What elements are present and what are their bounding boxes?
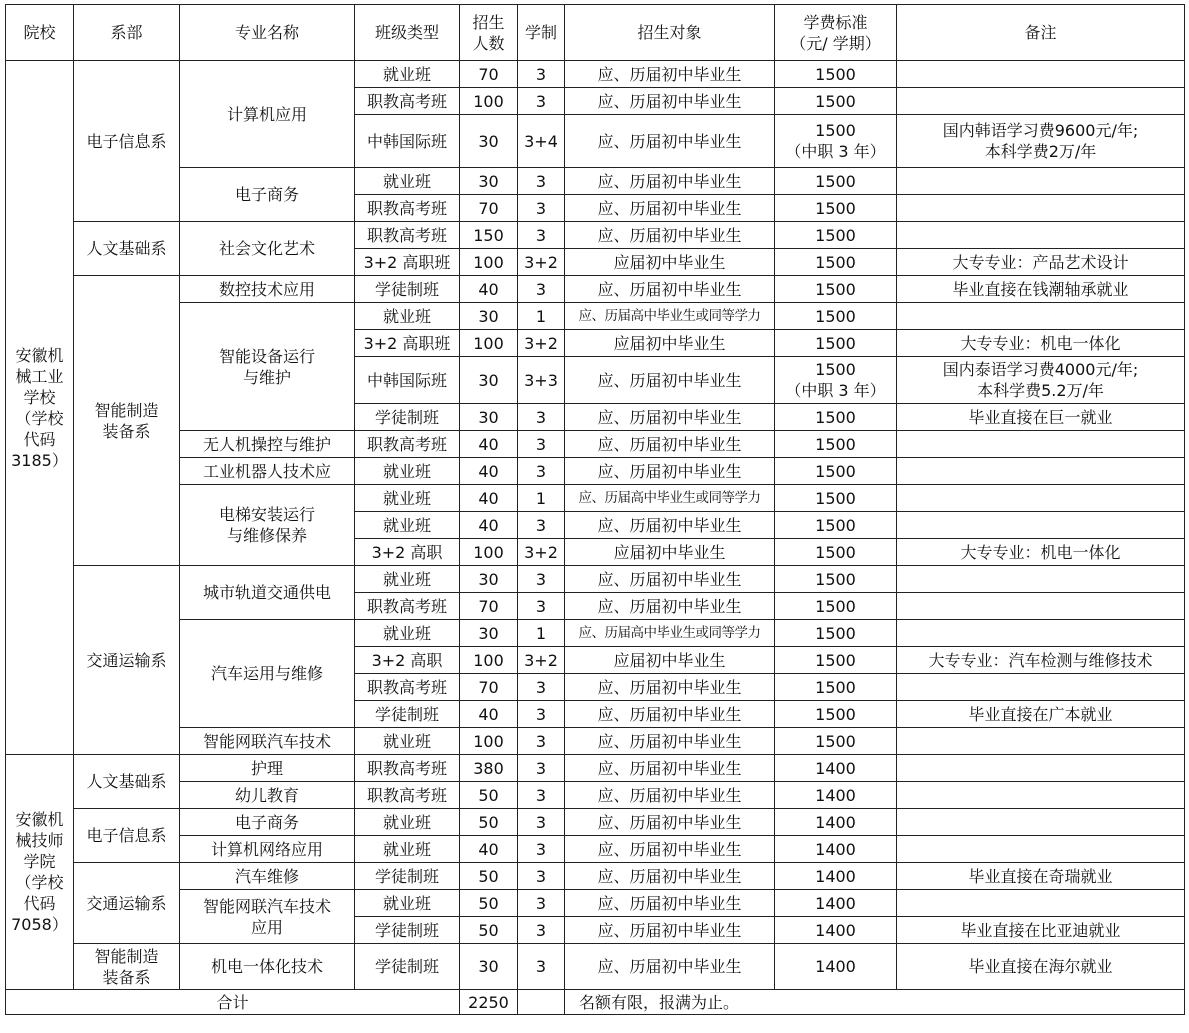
duration-cell: 1: [518, 620, 565, 647]
remark-cell: [897, 195, 1185, 222]
quota-cell: 30: [460, 944, 518, 990]
table-row: [6, 728, 1185, 755]
target-cell: 应届初中毕业生: [565, 249, 775, 276]
enrollment-table: [5, 4, 1185, 1015]
duration-cell: 3: [518, 944, 565, 990]
target-cell: 应、历届初中毕业生: [565, 512, 775, 539]
remark-cell: [897, 593, 1185, 620]
remark-cell: [897, 755, 1185, 782]
fee-cell: 1500: [775, 701, 897, 728]
fee-cell: 1500: [775, 195, 897, 222]
fee-cell: 1500: [775, 404, 897, 431]
duration-cell: 3: [518, 168, 565, 195]
remark-cell: 毕业直接在比亚迪就业: [897, 917, 1185, 944]
target-cell: 应、历届初中毕业生: [565, 458, 775, 485]
quota-cell: 50: [460, 917, 518, 944]
duration-cell: 3: [518, 431, 565, 458]
fee-cell: 1500: [775, 647, 897, 674]
target-cell: 应届初中毕业生: [565, 539, 775, 566]
total-row: [6, 990, 1185, 1015]
header-quota: 招生 人数: [460, 5, 518, 61]
fee-cell: 1500: [775, 593, 897, 620]
target-cell: 应、历届初中毕业生: [565, 168, 775, 195]
remark-cell: [897, 782, 1185, 809]
target-cell: 应、历届初中毕业生: [565, 61, 775, 88]
remark-cell: [897, 61, 1185, 88]
target-cell: 应、历届初中毕业生: [565, 944, 775, 990]
class-type-cell: 就业班: [355, 728, 460, 755]
major-cell: 计算机网络应用: [180, 836, 355, 863]
duration-cell: 3: [518, 404, 565, 431]
quota-cell: 100: [460, 330, 518, 357]
fee-cell: 1500: [775, 566, 897, 593]
duration-cell: 3: [518, 809, 565, 836]
major-cell: 工业机器人技术应: [180, 458, 355, 485]
class-type-cell: 职教高考班: [355, 195, 460, 222]
class-type-cell: 就业班: [355, 458, 460, 485]
class-type-cell: 就业班: [355, 566, 460, 593]
fee-cell: 1400: [775, 890, 897, 917]
class-type-cell: 职教高考班: [355, 431, 460, 458]
quota-cell: 30: [460, 115, 518, 168]
duration-cell: 3: [518, 512, 565, 539]
remark-cell: 毕业直接在广本就业: [897, 701, 1185, 728]
major-cell: 智能网联汽车技术: [180, 728, 355, 755]
fee-cell: 1500: [775, 88, 897, 115]
table-row: [6, 61, 1185, 88]
target-cell: 应、历届初中毕业生: [565, 431, 775, 458]
class-type-cell: 中韩国际班: [355, 115, 460, 168]
target-cell: 应、历届初中毕业生: [565, 195, 775, 222]
duration-cell: 3+2: [518, 539, 565, 566]
major-cell: 计算机应用: [180, 61, 355, 168]
major-cell: 数控技术应用: [180, 276, 355, 303]
table-row: [6, 620, 1185, 647]
class-type-cell: 就业班: [355, 809, 460, 836]
remark-cell: 国内韩语学习费9600元/年; 本科学费2万/年: [897, 115, 1185, 168]
table-row: [6, 303, 1185, 330]
fee-cell: 1500: [775, 728, 897, 755]
class-type-cell: 学徒制班: [355, 863, 460, 890]
target-cell: 应、历届初中毕业生: [565, 917, 775, 944]
target-cell: 应、历届初中毕业生: [565, 809, 775, 836]
remark-cell: [897, 620, 1185, 647]
remark-cell: [897, 88, 1185, 115]
remark-cell: 毕业直接在海尔就业: [897, 944, 1185, 990]
class-type-cell: 就业班: [355, 890, 460, 917]
fee-cell: 1400: [775, 755, 897, 782]
remark-cell: [897, 431, 1185, 458]
quota-cell: 70: [460, 593, 518, 620]
table-row: [6, 458, 1185, 485]
class-type-cell: 就业班: [355, 303, 460, 330]
target-cell: 应、历届高中毕业生或同等学力: [565, 303, 775, 330]
dept-cell: 智能制造 装备系: [74, 276, 180, 566]
target-cell: 应、历届初中毕业生: [565, 782, 775, 809]
fee-cell: 1500: [775, 458, 897, 485]
table-row: [6, 431, 1185, 458]
major-cell: 电梯安装运行 与维修保养: [180, 485, 355, 566]
fee-cell: 1400: [775, 863, 897, 890]
header-duration: 学制: [518, 5, 565, 61]
duration-cell: 3: [518, 836, 565, 863]
fee-cell: 1400: [775, 917, 897, 944]
target-cell: 应、历届初中毕业生: [565, 701, 775, 728]
quota-cell: 40: [460, 485, 518, 512]
fee-cell: 1500: [775, 620, 897, 647]
remark-cell: 大专专业：机电一体化: [897, 330, 1185, 357]
quota-cell: 30: [460, 357, 518, 404]
remark-cell: [897, 512, 1185, 539]
duration-cell: 1: [518, 303, 565, 330]
quota-cell: 40: [460, 512, 518, 539]
quota-cell: 40: [460, 458, 518, 485]
remark-cell: [897, 890, 1185, 917]
remark-cell: [897, 809, 1185, 836]
total-empty: [518, 990, 565, 1015]
table-row: [6, 944, 1185, 990]
duration-cell: 3: [518, 728, 565, 755]
fee-cell: 1500: [775, 485, 897, 512]
total-label: 合计: [6, 990, 460, 1015]
class-type-cell: 3+2 高职: [355, 539, 460, 566]
table-row: [6, 566, 1185, 593]
major-cell: 智能网联汽车技术 应用: [180, 890, 355, 944]
major-cell: 电子商务: [180, 168, 355, 222]
duration-cell: 3: [518, 674, 565, 701]
table-row: [6, 863, 1185, 890]
fee-cell: 1400: [775, 782, 897, 809]
quota-cell: 100: [460, 249, 518, 276]
target-cell: 应、历届初中毕业生: [565, 115, 775, 168]
table-row: [6, 809, 1185, 836]
header-major: 专业名称: [180, 5, 355, 61]
dept-cell: 电子信息系: [74, 61, 180, 222]
quota-cell: 70: [460, 195, 518, 222]
class-type-cell: 学徒制班: [355, 276, 460, 303]
table-row: [6, 782, 1185, 809]
class-type-cell: 就业班: [355, 485, 460, 512]
target-cell: 应、历届初中毕业生: [565, 276, 775, 303]
header-dept: 系部: [74, 5, 180, 61]
target-cell: 应、历届初中毕业生: [565, 755, 775, 782]
major-cell: 汽车维修: [180, 863, 355, 890]
quota-cell: 380: [460, 755, 518, 782]
class-type-cell: 职教高考班: [355, 593, 460, 620]
remark-cell: [897, 674, 1185, 701]
major-cell: 机电一体化技术: [180, 944, 355, 990]
target-cell: 应、历届初中毕业生: [565, 88, 775, 115]
fee-cell: 1500: [775, 222, 897, 249]
major-cell: 社会文化艺术: [180, 222, 355, 276]
fee-cell: 1500: [775, 61, 897, 88]
fee-cell: 1500: [775, 249, 897, 276]
table-row: [6, 276, 1185, 303]
duration-cell: 3: [518, 782, 565, 809]
dept-cell: 电子信息系: [74, 809, 180, 863]
dept-cell: 人文基础系: [74, 755, 180, 809]
duration-cell: 3: [518, 276, 565, 303]
class-type-cell: 职教高考班: [355, 782, 460, 809]
dept-cell: 交通运输系: [74, 566, 180, 755]
quota-cell: 40: [460, 836, 518, 863]
major-cell: 城市轨道交通供电: [180, 566, 355, 620]
quota-cell: 150: [460, 222, 518, 249]
remark-cell: 毕业直接在巨一就业: [897, 404, 1185, 431]
dept-cell: 智能制造 装备系: [74, 944, 180, 990]
table-row: [6, 168, 1185, 195]
duration-cell: 3+2: [518, 647, 565, 674]
duration-cell: 3: [518, 593, 565, 620]
class-type-cell: 学徒制班: [355, 944, 460, 990]
fee-cell: 1500: [775, 330, 897, 357]
fee-cell: 1400: [775, 836, 897, 863]
duration-cell: 3+2: [518, 249, 565, 276]
fee-cell: 1500: [775, 303, 897, 330]
major-cell: 汽车运用与维修: [180, 620, 355, 728]
target-cell: 应、历届初中毕业生: [565, 863, 775, 890]
total-note: 名额有限，报满为止。: [565, 990, 1185, 1015]
remark-cell: 大专专业：汽车检测与维修技术: [897, 647, 1185, 674]
remark-cell: 大专专业：机电一体化: [897, 539, 1185, 566]
table-body: [6, 61, 1185, 1015]
table-row: [6, 755, 1185, 782]
table-row: [6, 222, 1185, 249]
header-remark: 备注: [897, 5, 1185, 61]
quota-cell: 50: [460, 809, 518, 836]
quota-cell: 50: [460, 863, 518, 890]
class-type-cell: 就业班: [355, 61, 460, 88]
fee-cell: 1500: [775, 168, 897, 195]
fee-cell: 1500 （中职 3 年）: [775, 357, 897, 404]
quota-cell: 50: [460, 782, 518, 809]
header-fee: 学费标准 （元/ 学期）: [775, 5, 897, 61]
quota-cell: 100: [460, 539, 518, 566]
class-type-cell: 3+2 高职: [355, 647, 460, 674]
duration-cell: 3: [518, 917, 565, 944]
table-row: [6, 485, 1185, 512]
target-cell: 应、历届初中毕业生: [565, 674, 775, 701]
duration-cell: 1: [518, 485, 565, 512]
remark-cell: 毕业直接在钱潮轴承就业: [897, 276, 1185, 303]
fee-cell: 1500: [775, 512, 897, 539]
class-type-cell: 学徒制班: [355, 701, 460, 728]
duration-cell: 3: [518, 566, 565, 593]
duration-cell: 3+2: [518, 330, 565, 357]
dept-cell: 交通运输系: [74, 863, 180, 944]
class-type-cell: 就业班: [355, 168, 460, 195]
quota-cell: 30: [460, 566, 518, 593]
duration-cell: 3: [518, 88, 565, 115]
remark-cell: [897, 303, 1185, 330]
quota-cell: 100: [460, 728, 518, 755]
school-cell: 安徽机 械工业 学校 （学校 代码 3185）: [6, 61, 74, 755]
duration-cell: 3: [518, 195, 565, 222]
quota-cell: 30: [460, 168, 518, 195]
duration-cell: 3+4: [518, 115, 565, 168]
class-type-cell: 职教高考班: [355, 755, 460, 782]
quota-cell: 50: [460, 890, 518, 917]
quota-cell: 30: [460, 404, 518, 431]
target-cell: 应、历届初中毕业生: [565, 566, 775, 593]
class-type-cell: 就业班: [355, 620, 460, 647]
remark-cell: [897, 566, 1185, 593]
quota-cell: 30: [460, 620, 518, 647]
class-type-cell: 职教高考班: [355, 222, 460, 249]
duration-cell: 3: [518, 61, 565, 88]
fee-cell: 1500 （中职 3 年）: [775, 115, 897, 168]
remark-cell: [897, 728, 1185, 755]
quota-cell: 30: [460, 303, 518, 330]
quota-cell: 70: [460, 674, 518, 701]
duration-cell: 3: [518, 458, 565, 485]
major-cell: 无人机操控与维护: [180, 431, 355, 458]
target-cell: 应届初中毕业生: [565, 647, 775, 674]
class-type-cell: 职教高考班: [355, 674, 460, 701]
dept-cell: 人文基础系: [74, 222, 180, 276]
class-type-cell: 学徒制班: [355, 404, 460, 431]
class-type-cell: 就业班: [355, 512, 460, 539]
fee-cell: 1500: [775, 276, 897, 303]
duration-cell: 3+3: [518, 357, 565, 404]
fee-cell: 1500: [775, 539, 897, 566]
target-cell: 应、历届高中毕业生或同等学力: [565, 485, 775, 512]
quota-cell: 40: [460, 431, 518, 458]
target-cell: 应、历届初中毕业生: [565, 357, 775, 404]
duration-cell: 3: [518, 890, 565, 917]
fee-cell: 1500: [775, 674, 897, 701]
remark-cell: [897, 836, 1185, 863]
class-type-cell: 中韩国际班: [355, 357, 460, 404]
major-cell: 智能设备运行 与维护: [180, 303, 355, 431]
remark-cell: 国内泰语学习费4000元/年; 本科学费5.2万/年: [897, 357, 1185, 404]
header-class-type: 班级类型: [355, 5, 460, 61]
target-cell: 应、历届初中毕业生: [565, 728, 775, 755]
fee-cell: 1500: [775, 431, 897, 458]
target-cell: 应、历届高中毕业生或同等学力: [565, 620, 775, 647]
class-type-cell: 3+2 高职班: [355, 249, 460, 276]
remark-cell: [897, 168, 1185, 195]
table-row: [6, 836, 1185, 863]
class-type-cell: 学徒制班: [355, 917, 460, 944]
major-cell: 护理: [180, 755, 355, 782]
major-cell: 电子商务: [180, 809, 355, 836]
remark-cell: [897, 458, 1185, 485]
quota-cell: 100: [460, 88, 518, 115]
duration-cell: 3: [518, 863, 565, 890]
total-quota: 2250: [460, 990, 518, 1015]
target-cell: 应、历届初中毕业生: [565, 890, 775, 917]
target-cell: 应、历届初中毕业生: [565, 404, 775, 431]
quota-cell: 40: [460, 701, 518, 728]
target-cell: 应、历届初中毕业生: [565, 593, 775, 620]
remark-cell: 大专专业：产品艺术设计: [897, 249, 1185, 276]
remark-cell: 毕业直接在奇瑞就业: [897, 863, 1185, 890]
class-type-cell: 职教高考班: [355, 88, 460, 115]
table-row: [6, 890, 1185, 917]
fee-cell: 1400: [775, 944, 897, 990]
quota-cell: 70: [460, 61, 518, 88]
remark-cell: [897, 222, 1185, 249]
target-cell: 应、历届初中毕业生: [565, 222, 775, 249]
fee-cell: 1400: [775, 809, 897, 836]
target-cell: 应届初中毕业生: [565, 330, 775, 357]
duration-cell: 3: [518, 701, 565, 728]
duration-cell: 3: [518, 755, 565, 782]
remark-cell: [897, 485, 1185, 512]
duration-cell: 3: [518, 222, 565, 249]
quota-cell: 40: [460, 276, 518, 303]
school-cell: 安徽机 械技师 学院 （学校 代码 7058）: [6, 755, 74, 990]
major-cell: 幼儿教育: [180, 782, 355, 809]
quota-cell: 100: [460, 647, 518, 674]
class-type-cell: 3+2 高职班: [355, 330, 460, 357]
header-target: 招生对象: [565, 5, 775, 61]
header-row: [6, 5, 1185, 61]
target-cell: 应、历届初中毕业生: [565, 836, 775, 863]
header-school: 院校: [6, 5, 74, 61]
class-type-cell: 就业班: [355, 836, 460, 863]
